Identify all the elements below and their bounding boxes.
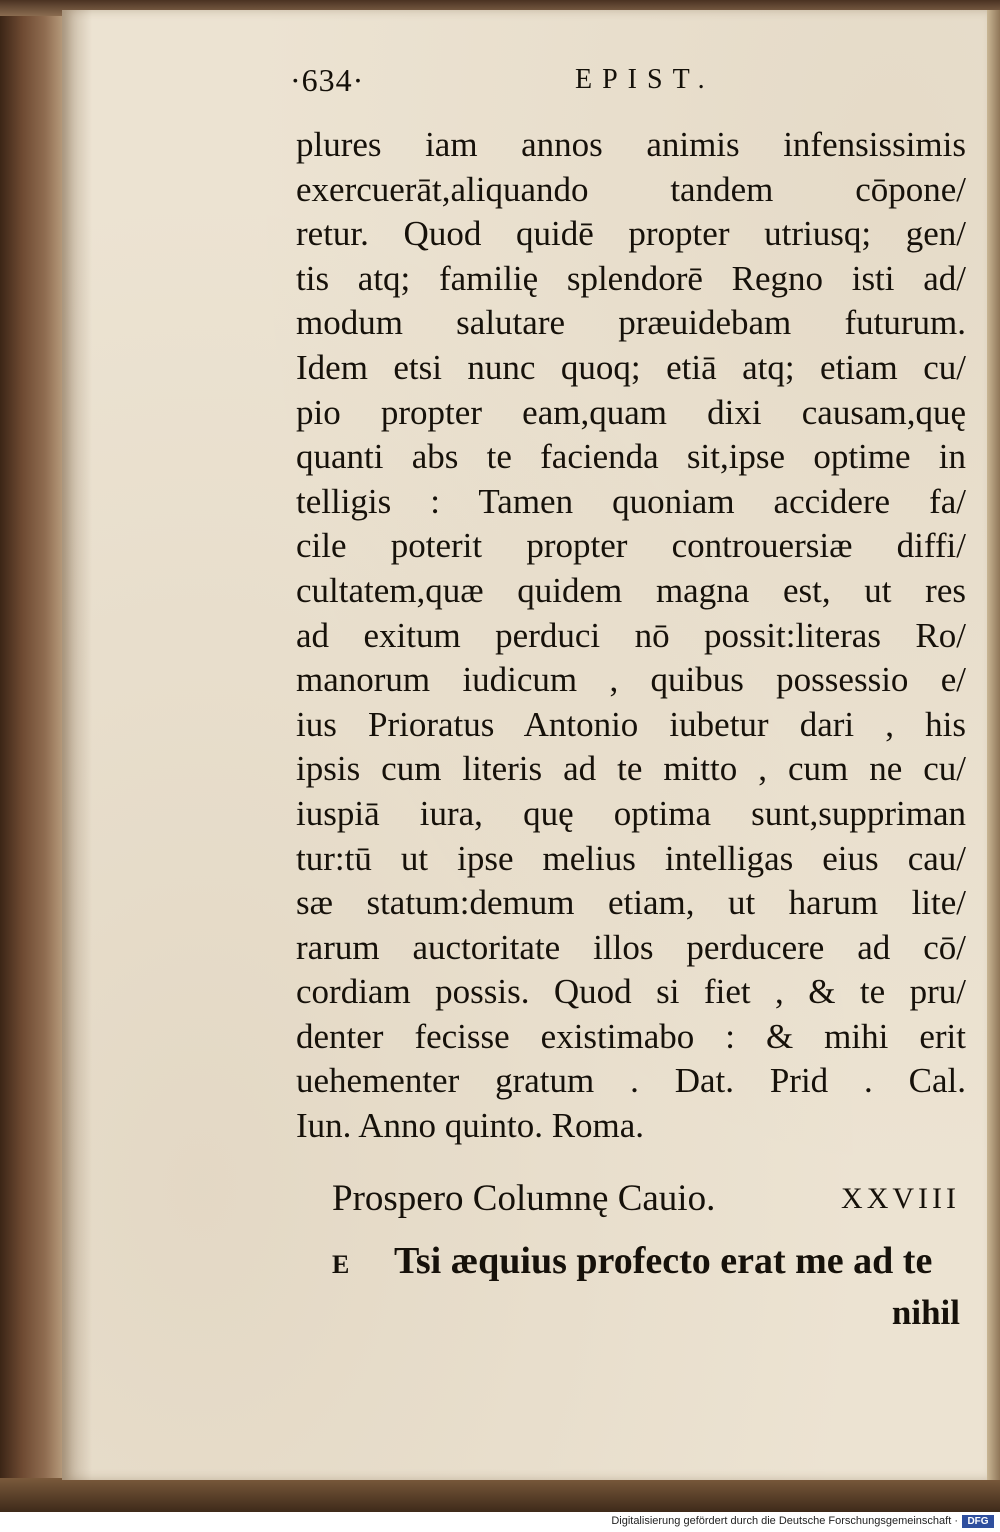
text-line: retur. Quod quidē propter utriusq; gen/ (296, 214, 966, 254)
text-line: quanti abs te facienda sit,ipse optime in (296, 437, 966, 477)
text-line: ipsis cum literis ad te mitto , cum ne cu/ (296, 749, 966, 789)
text-line: iuspiā iura, quę optima sunt,suppriman (296, 793, 966, 833)
book-binding-bottom (0, 1478, 1000, 1512)
text-line: cile poterit propter controuersiæ diffi/ (296, 526, 966, 566)
text-line: denter fecisse existimabo : & mihi erit (296, 1016, 966, 1056)
text-line: Iun. Anno quinto. Roma. (296, 1106, 645, 1146)
text-line: tis atq; familię splendorē Regno isti ad/ (296, 258, 966, 298)
book-binding-left (0, 0, 64, 1512)
letter-number: XXVIII (841, 1182, 960, 1215)
letter-opening-line (332, 1234, 960, 1288)
letter-body (296, 123, 966, 1149)
digitization-footer (0, 1512, 1000, 1532)
text-line: cordiam possis. Quod si fiet , & te pru/ (296, 972, 966, 1012)
text-line: pio propter eam,quam dixi causam,quę (296, 392, 966, 432)
text-line: manorum iudicum , quibus possessio e/ (296, 660, 966, 700)
text-line: rarum auctoritate illos perducere ad cō/ (296, 927, 966, 967)
footer-credit: Digitalisierung gefördert durch die Deutsche Forschungsgemeinschaft · (611, 1515, 958, 1527)
text-line: plures iam annos animis infensissimis (296, 125, 966, 164)
text-line: sæ statum:demum etiam, ut harum lite/ (296, 883, 966, 923)
running-head: EPIST. (575, 64, 715, 95)
text-line: tur:tū ut ipse melius intelligas eius cau/ (296, 838, 966, 878)
letter-heading (332, 1172, 960, 1226)
dfg-logo: DFG (962, 1515, 994, 1528)
text-line: ius Prioratus Antonio iubetur dari , his (296, 704, 966, 744)
letter-heading-title: Prospero Columnę Cauio. (332, 1178, 716, 1219)
text-line: Idem etsi nunc quoq; etiā atq; etiam cu/ (296, 347, 966, 387)
text-line: telligis : Tamen quoniam accidere fa/ (296, 481, 966, 521)
initial-letter: E (332, 1250, 350, 1279)
opening-text: Tsi æquius profecto erat me ad te (394, 1240, 933, 1282)
text-line: uehementer gratum . Dat. Prid . Cal. (296, 1061, 966, 1101)
page-number: ·634· (290, 62, 365, 98)
page-edge-right (987, 10, 1000, 1480)
text-line: ad exitum perduci nō possit:literas Ro/ (296, 615, 966, 655)
text-line: cultatem,quæ quidem magna est, ut res (296, 570, 966, 610)
text-line: modum salutare præuidebam futurum. (296, 303, 966, 343)
text-line: exercuerāt,aliquando tandem cōpone/ (296, 169, 966, 209)
gutter-shadow (62, 10, 92, 1480)
catchword: nihil (891, 1293, 960, 1332)
page-header (290, 62, 770, 102)
